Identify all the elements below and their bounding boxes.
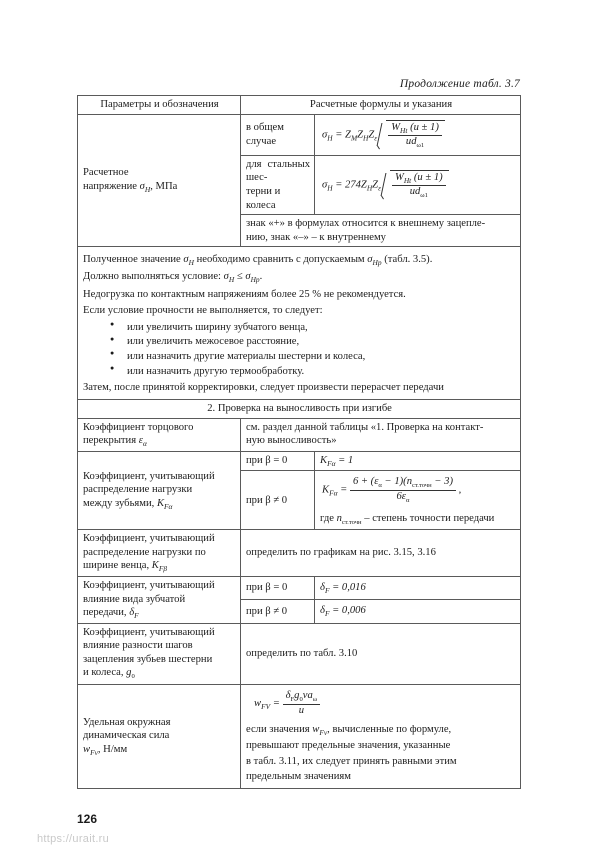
section-title-bending: 2. Проверка на выносливость при изгибе — [78, 400, 521, 419]
param-deltaf-line1: Коэффициент, учитывающий — [83, 579, 215, 591]
header-cell-formulas: Расчетные формулы и указания — [241, 96, 521, 115]
param-g0-line1: Коэффициент, учитывающий — [83, 626, 215, 638]
param-overlap-line2: перекрытия $\varepsilon_\alpha$ — [83, 435, 147, 449]
param-g0-line4: и колеса, $g_0$ — [83, 667, 135, 681]
param-kfb-line1: Коэффициент, учитывающий — [83, 533, 215, 545]
table-row-kfalpha-zero — [78, 451, 521, 471]
formula-sigma-h-steel: $\sigma_H = 274Z_HZ_\varepsilon$ $\frac{W_{Ht} (u \pm 1)}{ud_{\omega 1}}$ — [320, 167, 516, 203]
sign-note-line2: нию, знак «–» – к внутреннему — [246, 231, 386, 243]
formula-cell-kfa-nonzero — [315, 471, 521, 530]
wfv-note-line4: предельным значениям — [246, 771, 351, 783]
table-row-wfv — [78, 684, 521, 788]
table-row-stress-general — [78, 114, 521, 155]
value-cell-g0: определить по табл. 3.10 — [241, 623, 521, 684]
formula-cell-kfa-zero — [315, 451, 521, 471]
param-cell-g0 — [78, 623, 241, 684]
header-cell-parameters: Параметры и обозначения — [78, 96, 241, 115]
param-g0-line3: зацепления зубьев шестерни — [83, 653, 213, 665]
condition-deltaf-beta-nonzero: при β ≠ 0 — [241, 600, 315, 623]
param-wfv-line1: Удельная окружная — [83, 716, 171, 728]
formula-cell-sigma-general — [315, 114, 521, 155]
table-row-section2-title — [78, 400, 521, 419]
table-row-comparison-notes — [78, 247, 521, 400]
param-deltaf-line3: передачи, $\delta_F$ — [83, 607, 139, 621]
list-item: ● или назначить другие материалы шестерни и колеса, — [127, 349, 516, 364]
case-label-steel: для стальных шес- терни и колеса — [241, 155, 315, 214]
formula-sigma-h-general: $\sigma_H = Z_MZ_HZ_\varepsilon$ $\frac{W_{Ht} (u \pm 1)}{ud_{\omega 1}}$ — [320, 117, 516, 153]
note-ifcondition-line: Если условие прочности не выполняется, то следует: — [83, 305, 323, 317]
value-cell-overlap — [241, 418, 521, 451]
param-kfb-line3: ширине венца, $K_{F\beta}$ — [83, 560, 168, 574]
param-wfv-line3: $w_{Fv}$, Н/мм — [83, 743, 128, 757]
condition-deltaf-beta-zero: при β = 0 — [241, 576, 315, 599]
overlap-value-line2: ную выносливость» — [246, 435, 337, 447]
k-symbol: K — [156, 497, 165, 509]
epsilon-subscript: α — [142, 439, 147, 449]
wfv-note-line1: если значения $w_{Fv}$, вычисленные по формуле, — [246, 723, 452, 737]
param-overlap-line1: Коэффициент торцового — [83, 421, 194, 433]
watermark-url: https://urait.ru — [37, 833, 110, 845]
sigma-symbol: σ — [139, 180, 145, 192]
table-row-overlap-coefficient — [78, 418, 521, 451]
param-wfv-line2: динамическая сила — [83, 730, 170, 742]
table-row-kfbeta — [78, 530, 521, 577]
table-continuation-label: Продолжение табл. 3.7 — [399, 78, 520, 90]
param-deltaf-line2: влияние вида зубчатой — [83, 593, 186, 605]
condition-kfa-beta-nonzero: при β ≠ 0 — [241, 471, 315, 530]
note-cell-sign-convention — [241, 215, 521, 247]
param-kfa-line1: Коэффициент, учитывающий — [83, 470, 215, 482]
value-cell-deltaf-nonzero — [315, 600, 521, 623]
param-kfa-line3: между зубьями, $K_{F\alpha}$ — [83, 497, 173, 511]
page-number: 126 — [77, 812, 98, 826]
note-recalculate-line: Затем, после принятой корректировки, следует произвести перерасчет передачи — [83, 382, 444, 394]
param-stress-line1: Расчетное — [83, 167, 129, 179]
value-cell-deltaf-zero — [315, 576, 521, 599]
param-cell-deltaf — [78, 576, 241, 623]
wfv-note-line3: в табл. 3.11, их следует принять равными этим — [246, 755, 457, 767]
list-item: ● или увеличить межосевое расстояние, — [127, 335, 516, 350]
formula-deltaf-zero: $\delta_F = 0,016$ — [320, 581, 366, 595]
param-cell-overlap — [78, 418, 241, 451]
value-cell-kfbeta: определить по графикам на рис. 3.15, 3.16 — [241, 530, 521, 577]
sign-note-line1: знак «+» в формулах относится к внешнему зацепле- — [246, 218, 486, 230]
note-underload-line: Недогрузка по контактным напряжениям более 25 % не рекомендуется. — [83, 288, 406, 300]
param-cell-contact-stress — [78, 114, 241, 247]
notes-cell — [78, 247, 521, 400]
param-kfb-line2: распределение нагрузки по — [83, 546, 206, 558]
k-subscript: Fα — [164, 501, 173, 511]
param-cell-wfv — [78, 684, 241, 788]
table-header-row — [78, 96, 521, 115]
list-item: ● или назначить другую термообработку. — [127, 364, 516, 379]
formula-kfa-where-note: где $n_{ст.точн}$ – степень точности передачи — [320, 512, 495, 526]
param-g0-line2: влияние разности шагов — [83, 640, 193, 652]
case-label-general: в общем случае — [241, 114, 315, 155]
note-condition-line: Должно выполняться условие: $\sigma_H \le \sigma_{Hp}$. — [83, 271, 263, 285]
param-stress-line2: напряжение $\sigma_H$, МПа — [83, 180, 178, 194]
param-cell-kfalpha — [78, 451, 241, 530]
list-item: ● или увеличить ширину зубчатого венца, — [127, 320, 516, 335]
formula-deltaf-nonzero: $\delta_F = 0,006$ — [320, 605, 366, 619]
table-row-deltaf-zero — [78, 576, 521, 599]
wfv-note-line2: превышают предельные значения, указанные — [246, 740, 451, 752]
param-kfa-line2: распределение нагрузки — [83, 484, 193, 496]
condition-kfa-beta-zero: при β = 0 — [241, 451, 315, 471]
parameters-table — [77, 95, 521, 789]
note-compare-line: Полученное значение $\sigma_H$ необходимо сравнить с допускаемым $\sigma_{Hp}$ (табл. 3.5). — [83, 253, 433, 267]
param-cell-kfbeta — [78, 530, 241, 577]
sigma-subscript: H — [144, 184, 151, 194]
table-row-g0 — [78, 623, 521, 684]
epsilon-symbol: ε — [138, 435, 143, 447]
value-cell-wfv — [241, 684, 521, 788]
formula-cell-sigma-steel — [315, 155, 521, 214]
overlap-value-line1: см. раздел данной таблицы «1. Проверка на контакт- — [246, 421, 484, 433]
remedy-list — [83, 320, 516, 378]
formula-kfa-expression: $K_{F\alpha}$ = $\frac{6 + (\varepsilon_\alpha - 1)(n_{ст.точн} - 3)}{6\varepsilon_\alpha}$ , — [322, 476, 462, 505]
formula-kfa-equals-one: $K_{F\alpha} = 1$ — [320, 454, 354, 468]
formula-wfv: $w_{FV}$ = $\frac{\delta_Fg_0va_\omega}{u}$ — [246, 687, 516, 720]
